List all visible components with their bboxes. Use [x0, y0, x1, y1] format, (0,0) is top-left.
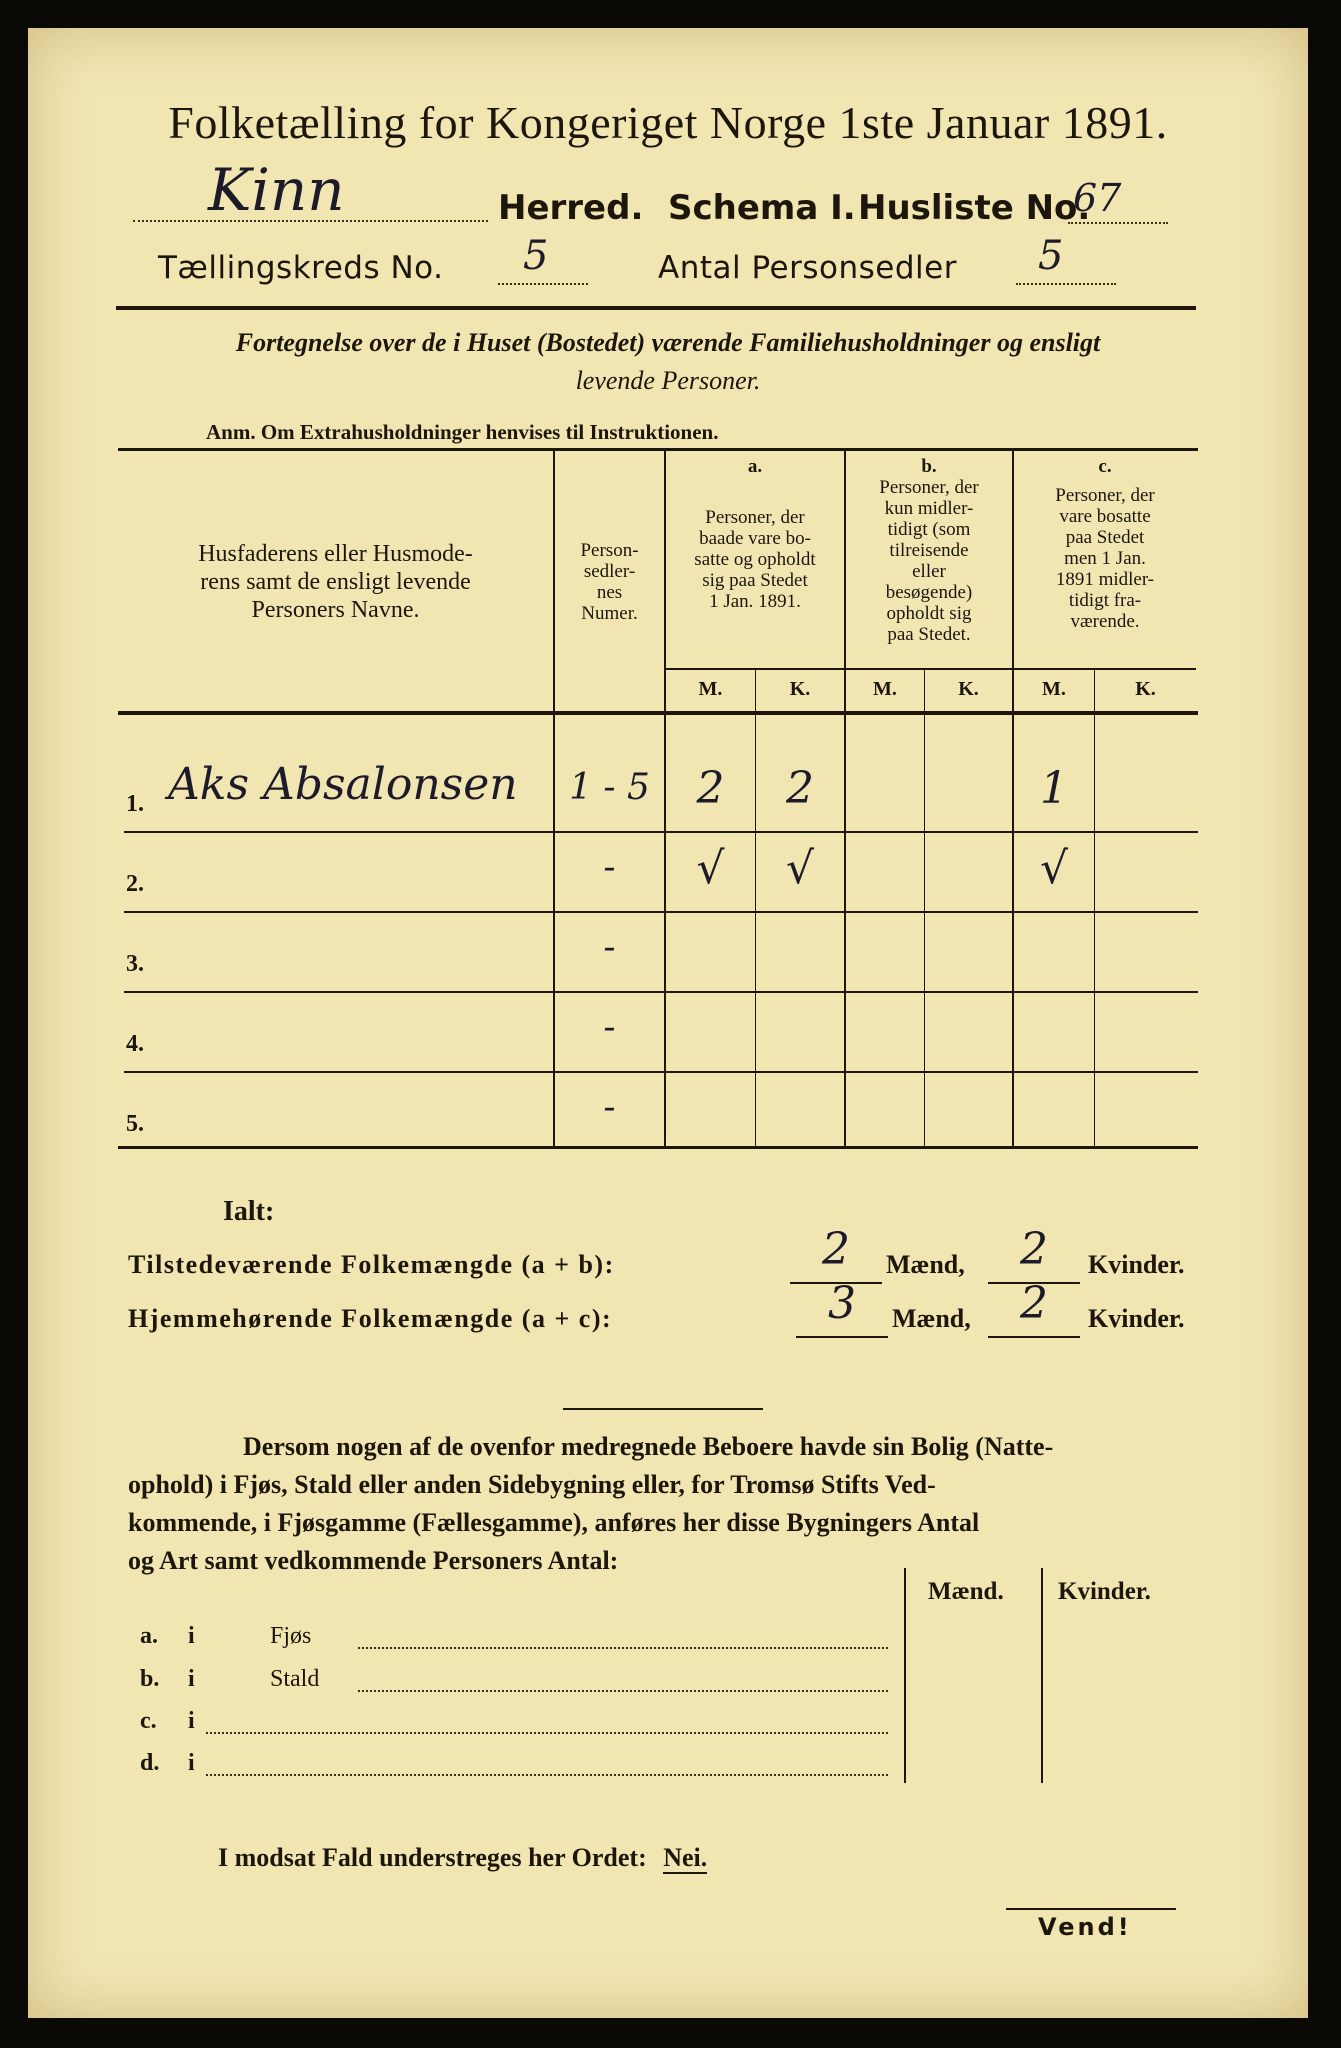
- municipality-handwritten: Kinn: [208, 156, 345, 224]
- a-k-label: K.: [789, 678, 811, 700]
- hjemme-m-value: 3: [828, 1278, 856, 1329]
- buildings-row-key: d.: [140, 1750, 160, 1776]
- tilstede-k-value: 2: [1020, 1224, 1048, 1275]
- section-divider: [563, 1408, 763, 1410]
- row-sedler: -: [603, 927, 616, 968]
- c-k-label: K.: [1135, 678, 1156, 700]
- b-m-label: M.: [873, 678, 897, 700]
- b-lines-line: eller: [912, 561, 946, 582]
- row-sedler: -: [603, 1007, 616, 1048]
- b-lines-line: kun midler-: [884, 498, 974, 519]
- taellingskreds-label: Tællingskreds No.: [158, 250, 444, 286]
- form-title: Folketælling for Kongeriget Norge 1ste Januar 1891.: [168, 97, 1168, 148]
- intro-line-1: Fortegnelse over de i Huset (Bostedet) værende Familiehusholdninger og ensligt: [235, 328, 1101, 357]
- schema-label: Schema I.: [668, 188, 856, 228]
- c-lines-line: vare bosatte: [1059, 506, 1151, 527]
- row-name: Aks Absalonsen: [168, 759, 518, 810]
- row-sedler: 1 - 5: [569, 767, 650, 808]
- b-lines-line: paa Stedet.: [887, 624, 971, 645]
- buildings-paragraph: Dersom nogen af de ovenfor medregnede Beboere havde sin Bolig (Natte- ophold) i Fjøs, Stald eller anden Sidebygning eller, for Tromsø Stifts Ved- kommende, i Fjøsgamme (Fællesgamme), anføres her disse Bygningers Antal og Art samt vedkommende Personers Antal:: [128, 1432, 1054, 1575]
- buildings-col-divider-1: [904, 1568, 906, 1783]
- row-rule: [124, 911, 1198, 913]
- tilstede-label: Tilstedeværende Folkemængde (a + b):: [128, 1250, 615, 1279]
- hjemme-m-line: [796, 1336, 888, 1338]
- col-b-description: [846, 477, 1012, 645]
- anm-note: Anm. Om Extrahusholdninger henvises til Instruktionen.: [206, 420, 719, 444]
- row-cell-a-k: √: [785, 843, 815, 894]
- b-lines-line: tilreisende: [889, 540, 969, 561]
- vend-rule: [1006, 1908, 1176, 1910]
- header-divider: [116, 306, 1196, 310]
- personsedler-label: Antal Personsedler: [658, 250, 957, 286]
- buildings-col-divider-2: [1041, 1568, 1043, 1783]
- a-lines-line: sig paa Stedet: [702, 570, 808, 591]
- census-form-page: [28, 28, 1308, 2018]
- taellingskreds-handwritten: 5: [523, 233, 549, 279]
- buildings-row-prep: i: [188, 1750, 195, 1776]
- a-lines-line: Personer, der: [705, 507, 805, 528]
- tilstede-m-value: 2: [822, 1224, 850, 1275]
- b-lines-line: besøgende): [885, 582, 973, 603]
- a-lines-line: 1 Jan. 1891.: [709, 591, 801, 612]
- row-cell-a-k: 2: [786, 763, 814, 814]
- c-lines-line: 1891 midler-: [1055, 569, 1155, 590]
- row-cell-c-m: 1: [1040, 763, 1068, 814]
- sub-divider-c: [1094, 670, 1095, 1148]
- c-lines-line: tidigt fra-: [1068, 590, 1142, 611]
- row-number: 5.: [126, 1111, 144, 1137]
- c-lines-line: men 1 Jan.: [1064, 548, 1146, 569]
- buildings-row-key: c.: [140, 1708, 157, 1734]
- table-bottom-rule: [118, 1146, 1198, 1149]
- col-header-b: b. Personer, der kun midler- tidigt (som tilreisende eller besøgende) opholdt sig paa Stedet.: [846, 456, 1012, 645]
- col-header-number: Person- sedler- nes Numer.: [580, 540, 639, 624]
- row-rule: [124, 991, 1198, 993]
- husliste-handwritten: 67: [1073, 176, 1122, 220]
- hjemme-k-line: [988, 1336, 1080, 1338]
- row-cell-a-m: 2: [696, 763, 725, 814]
- table-top-rule: [118, 448, 1198, 451]
- buildings-row-dots: [206, 1772, 888, 1776]
- col-a-description: [666, 507, 844, 612]
- c-lines-line: værende.: [1070, 611, 1140, 632]
- tilstede-maend: Mænd,: [886, 1250, 965, 1279]
- ialt-label: Ialt:: [223, 1196, 275, 1227]
- buildings-row-dots: [358, 1645, 888, 1649]
- sub-divider-b: [924, 670, 925, 1148]
- c-lines-line: Personer, der: [1055, 485, 1155, 506]
- sub-divider-a: [755, 670, 756, 1148]
- buildings-row-dots: [358, 1688, 888, 1692]
- a-m-label: M.: [698, 678, 723, 700]
- col-header-a: a. Personer, der baade vare bo- satte og opholdt sig paa Stedet 1 Jan. 1891.: [666, 456, 844, 612]
- row-cell-c-m: √: [1039, 843, 1069, 894]
- buildings-row-prep: i: [188, 1623, 195, 1649]
- b-k-label: K.: [958, 678, 979, 700]
- tilstede-kvinder: Kvinder.: [1088, 1250, 1185, 1279]
- vend-text: Vend!: [1038, 1913, 1132, 1941]
- personsedler-field: [1016, 253, 1116, 285]
- buildings-row-dots: [206, 1730, 888, 1734]
- col-header-name: Husfaderens eller Husmode- rens samt de ensligt levende Personers Navne.: [198, 541, 473, 623]
- intro-line-2: levende Personer.: [575, 366, 761, 395]
- row-rule: [124, 1071, 1198, 1073]
- row-sedler: -: [603, 1087, 616, 1128]
- c-lines-line: paa Stedet: [1065, 527, 1145, 548]
- buildings-row-prep: i: [188, 1666, 195, 1692]
- b-lines-line: Personer, der: [879, 477, 979, 498]
- personsedler-handwritten: 5: [1038, 233, 1064, 279]
- col-c-description: [1014, 485, 1196, 632]
- hjemme-k-value: 2: [1020, 1278, 1048, 1329]
- buildings-row-label: Stald: [270, 1666, 320, 1692]
- row-rule: [124, 831, 1198, 833]
- modsat-text: I modsat Fald understreges her Ordet: Nei.: [218, 1843, 708, 1872]
- buildings-row-prep: i: [188, 1708, 195, 1734]
- nei-word: Nei.: [663, 1843, 708, 1872]
- row-sedler: -: [603, 847, 616, 888]
- b-lines-line: opholdt sig: [886, 603, 972, 624]
- b-lines-line: tidigt (som: [887, 519, 971, 540]
- row-cell-a-m: √: [696, 843, 725, 894]
- buildings-maend-header: Mænd.: [928, 1578, 1004, 1605]
- row-number: 2.: [126, 871, 144, 897]
- row-number: 4.: [126, 1031, 144, 1057]
- buildings-row-key: b.: [140, 1666, 160, 1692]
- buildings-row-label: Fjøs: [270, 1623, 312, 1649]
- hjemme-maend: Mænd,: [892, 1304, 971, 1333]
- hjemme-kvinder: Kvinder.: [1088, 1304, 1185, 1333]
- c-m-label: M.: [1042, 678, 1066, 700]
- col-header-c: c. Personer, der vare bosatte paa Stedet men 1 Jan. 1891 midler- tidigt fra- værende.: [1014, 456, 1196, 632]
- a-lines-line: baade vare bo-: [699, 528, 811, 549]
- table-header-bottom-rule: [118, 711, 1198, 715]
- row-number: 3.: [126, 951, 144, 977]
- husliste-label: Husliste No.: [858, 188, 1091, 228]
- herred-label: Herred.: [498, 188, 644, 228]
- row-number: 1.: [126, 791, 144, 817]
- hjemme-label: Hjemmehørende Folkemængde (a + c):: [128, 1304, 613, 1333]
- mk-top-rule: [664, 668, 1196, 670]
- buildings-kvinder-header: Kvinder.: [1058, 1578, 1151, 1605]
- a-lines-line: satte og opholdt: [694, 549, 816, 570]
- buildings-row-key: a.: [140, 1623, 158, 1649]
